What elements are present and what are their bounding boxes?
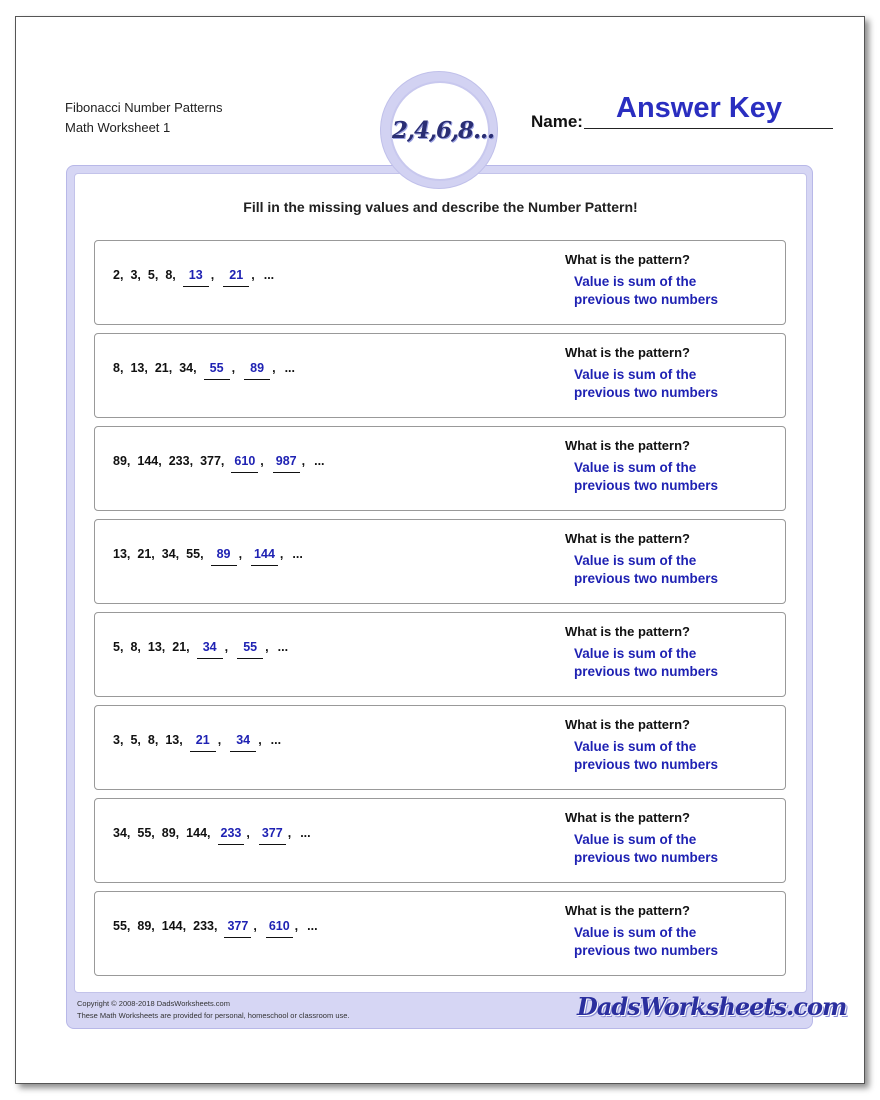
given-number: 144, <box>137 454 162 468</box>
given-number: 55, <box>137 826 155 840</box>
pattern-answer <box>574 831 764 867</box>
given-number: 34, <box>113 826 131 840</box>
comma-separator: , <box>265 640 269 654</box>
problem-box <box>94 333 786 418</box>
given-number: 21, <box>137 547 155 561</box>
comma-separator: , <box>258 733 262 747</box>
given-number: 13, <box>113 547 131 561</box>
pattern-question: What is the pattern? <box>565 345 690 360</box>
answer-key-label: Answer Key <box>616 92 783 124</box>
answer-blank[interactable]: 13 <box>183 268 209 287</box>
number-sequence <box>113 268 274 287</box>
pattern-answer-line-1: Value is sum of the <box>574 553 697 568</box>
pattern-answer <box>574 552 764 588</box>
pattern-question: What is the pattern? <box>565 903 690 918</box>
comma-separator: , <box>231 361 236 375</box>
pattern-answer <box>574 366 764 402</box>
ellipsis: ... <box>270 733 282 747</box>
footer-text <box>77 998 350 1022</box>
answer-blank[interactable]: 55 <box>237 640 263 659</box>
pattern-question: What is the pattern? <box>565 531 690 546</box>
given-number: 8, <box>130 640 141 654</box>
pattern-answer-line-1: Value is sum of the <box>574 274 697 289</box>
badge-inner <box>390 81 495 181</box>
comma-separator: , <box>210 268 215 282</box>
given-number: 144, <box>186 826 211 840</box>
comma-separator: , <box>260 454 264 468</box>
pattern-question: What is the pattern? <box>565 252 690 267</box>
problem-box <box>94 426 786 511</box>
number-sequence <box>113 361 295 380</box>
answer-blank[interactable]: 610 <box>231 454 258 473</box>
dadsworksheets-logo: DadsWorksheets.com <box>577 992 847 1021</box>
given-number: 233, <box>193 919 218 933</box>
instructions: Fill in the missing values and describe the Number Pattern! <box>243 199 638 215</box>
answer-blank[interactable]: 377 <box>259 826 286 845</box>
comma-separator: , <box>224 640 229 654</box>
problem-box <box>94 705 786 790</box>
given-number: 5, <box>147 268 159 282</box>
pattern-answer-line-1: Value is sum of the <box>574 739 697 754</box>
number-sequence <box>113 733 281 752</box>
ellipsis: ... <box>292 547 303 561</box>
badge-text: 2,4,6,8... <box>392 117 495 144</box>
answer-blank[interactable]: 89 <box>244 361 270 380</box>
number-sequence <box>113 547 303 566</box>
title-line-2: Math Worksheet 1 <box>65 120 171 135</box>
pattern-answer-line-1: Value is sum of the <box>574 646 697 661</box>
given-number: 13, <box>147 640 166 654</box>
pattern-answer-line-2: previous two numbers <box>574 664 719 679</box>
problem-box <box>94 519 786 604</box>
ellipsis: ... <box>284 361 295 375</box>
worksheet-title <box>65 98 223 138</box>
pattern-question: What is the pattern? <box>565 810 690 825</box>
answer-blank[interactable]: 34 <box>230 733 256 752</box>
given-number: 2, <box>113 268 124 282</box>
comma-separator: , <box>287 826 292 840</box>
answer-blank[interactable]: 21 <box>223 268 249 287</box>
pattern-answer <box>574 273 764 309</box>
answer-blank[interactable]: 55 <box>204 361 230 380</box>
ellipsis: ... <box>307 919 318 933</box>
given-number: 89, <box>113 454 131 468</box>
problem-box <box>94 240 786 325</box>
pattern-answer <box>574 924 764 960</box>
comma-separator: , <box>251 268 255 282</box>
given-number: 377, <box>200 454 225 468</box>
given-number: 55, <box>113 919 131 933</box>
pattern-answer-line-1: Value is sum of the <box>574 460 697 475</box>
given-number: 89, <box>161 826 180 840</box>
comma-separator: , <box>253 919 257 933</box>
pattern-answer-line-2: previous two numbers <box>574 292 719 307</box>
pattern-answer-line-2: previous two numbers <box>574 757 719 772</box>
pattern-answer-line-2: previous two numbers <box>574 571 719 586</box>
given-number: 144, <box>161 919 187 933</box>
answer-blank[interactable]: 377 <box>224 919 251 938</box>
comma-separator: , <box>217 733 222 747</box>
pattern-answer <box>574 645 764 681</box>
ellipsis: ... <box>300 826 311 840</box>
copyright: Copyright © 2008-2018 DadsWorksheets.com <box>77 999 230 1008</box>
comma-separator: , <box>279 547 284 561</box>
worksheet-page <box>15 16 865 1084</box>
name-line <box>584 128 833 129</box>
given-number: 34, <box>179 361 197 375</box>
answer-blank[interactable]: 233 <box>218 826 245 845</box>
worksheet-frame <box>66 165 847 1029</box>
given-number: 233, <box>168 454 194 468</box>
pattern-answer <box>574 738 764 774</box>
number-sequence <box>113 826 311 845</box>
comma-separator: , <box>272 361 276 375</box>
usage-notice: These Math Worksheets are provided for personal, homeschool or classroom use. <box>77 1011 350 1020</box>
pattern-answer-line-2: previous two numbers <box>574 850 719 865</box>
answer-blank[interactable]: 144 <box>251 547 278 566</box>
comma-separator: , <box>238 547 243 561</box>
number-sequence <box>113 919 318 938</box>
answer-blank[interactable]: 21 <box>190 733 216 752</box>
pattern-answer-line-1: Value is sum of the <box>574 367 697 382</box>
comma-separator: , <box>294 919 299 933</box>
pattern-answer-line-1: Value is sum of the <box>574 925 697 940</box>
comma-separator: , <box>301 454 306 468</box>
problem-box <box>94 798 786 883</box>
pattern-answer-line-1: Value is sum of the <box>574 832 697 847</box>
given-number: 3, <box>130 268 141 282</box>
pattern-answer <box>574 459 764 495</box>
problem-box <box>94 612 786 697</box>
answer-blank[interactable]: 987 <box>273 454 300 473</box>
pattern-question: What is the pattern? <box>565 624 690 639</box>
ellipsis: ... <box>277 640 289 654</box>
answer-blank[interactable]: 89 <box>211 547 237 566</box>
given-number: 8, <box>113 361 124 375</box>
given-number: 5, <box>113 640 124 654</box>
problem-box <box>94 891 786 976</box>
given-number: 13, <box>165 733 183 747</box>
pattern-question: What is the pattern? <box>565 438 690 453</box>
given-number: 21, <box>172 640 190 654</box>
given-number: 55, <box>186 547 204 561</box>
pattern-answer-line-2: previous two numbers <box>574 385 719 400</box>
number-sequence <box>113 454 325 473</box>
title-line-1: Fibonacci Number Patterns <box>65 100 223 115</box>
pattern-question: What is the pattern? <box>565 717 690 732</box>
given-number: 5, <box>130 733 141 747</box>
answer-blank[interactable]: 34 <box>197 640 223 659</box>
ellipsis: ... <box>263 268 275 282</box>
badge-logo <box>380 71 498 189</box>
given-number: 13, <box>130 361 148 375</box>
comma-separator: , <box>246 826 250 840</box>
pattern-answer-line-2: previous two numbers <box>574 478 719 493</box>
ellipsis: ... <box>314 454 325 468</box>
name-label: Name: <box>531 112 583 131</box>
problem-area <box>74 173 807 993</box>
given-number: 89, <box>137 919 155 933</box>
given-number: 8, <box>165 268 176 282</box>
given-number: 3, <box>113 733 124 747</box>
pattern-answer-line-2: previous two numbers <box>574 943 719 958</box>
given-number: 8, <box>147 733 159 747</box>
number-sequence <box>113 640 288 659</box>
answer-blank[interactable]: 610 <box>266 919 293 938</box>
given-number: 21, <box>154 361 173 375</box>
given-number: 34, <box>161 547 180 561</box>
